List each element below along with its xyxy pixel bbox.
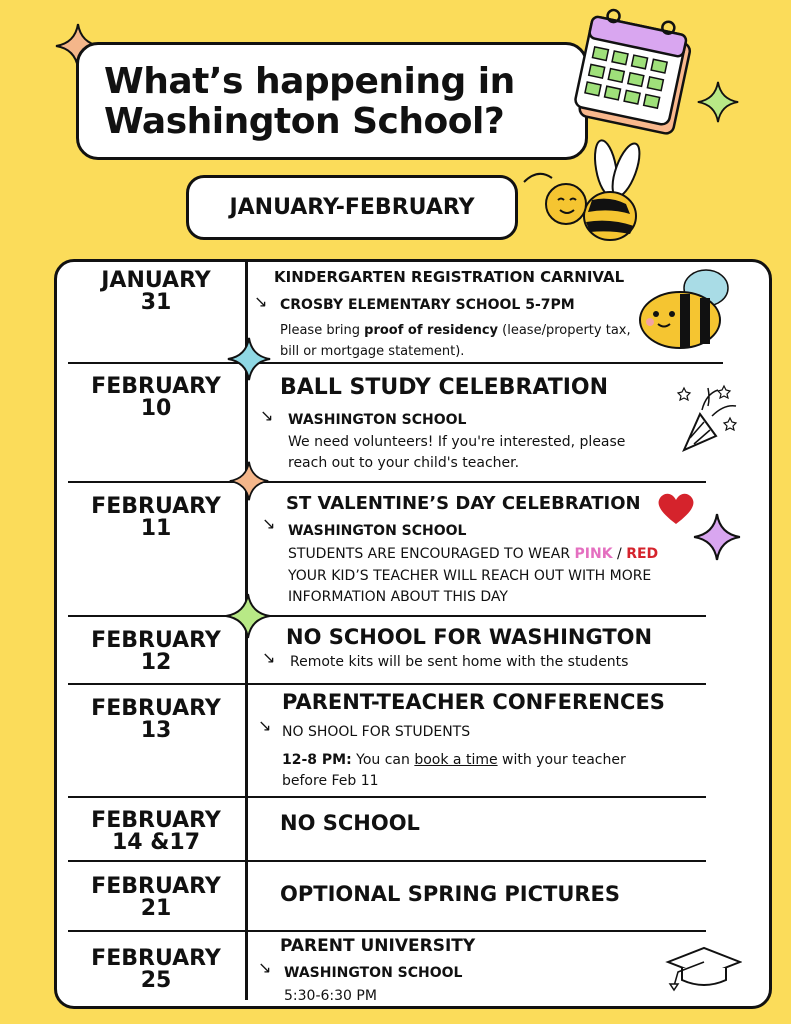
bee-icon [634,262,734,358]
event-date: FEBRUARY 21 [91,874,221,921]
row-divider [68,683,706,685]
row-divider [68,930,706,932]
event-title: PARENT-TEACHER CONFERENCES [282,690,665,714]
party-popper-icon [672,380,742,460]
event-description: STUDENTS ARE ENCOURAGED TO WEAR PINK / RED [288,546,659,562]
event-date: JANUARY 31 [101,268,211,315]
event-description: YOUR KID’S TEACHER WILL REACH OUT WITH MORE INFORMATION ABOUT THIS DAY [288,568,652,605]
event-description: Remote kits will be sent home with the students [290,654,629,670]
event-date: FEBRUARY 25 [91,946,221,993]
arrow-icon: ↘ [262,648,276,667]
event-date: FEBRUARY 11 [91,494,221,541]
row-divider [68,362,723,364]
row-divider [68,796,706,798]
event-description: Please bring proof of residency (lease/property tax, bill or mortgage statement). [280,323,631,359]
event-title: NO SCHOOL [280,811,420,835]
sparkle-icon [692,512,742,562]
arrow-icon: ↘ [258,958,272,977]
arrow-icon: ↘ [260,406,274,425]
event-date: FEBRUARY 12 [91,628,221,675]
event-location: WASHINGTON SCHOOL [288,523,467,539]
event-title: BALL STUDY CELEBRATION [280,375,609,400]
row-divider [68,860,706,862]
heart-icon [656,490,696,526]
event-location: WASHINGTON SCHOOL [284,965,463,981]
event-time: 5:30-6:30 PM [284,988,377,1004]
event-title: OPTIONAL SPRING PICTURES [280,882,621,906]
event-title: NO SCHOOL FOR WASHINGTON [286,625,653,649]
calendar-icon [566,4,706,144]
event-note: NO SHOOL FOR STUDENTS [282,724,471,740]
event-date: FEBRUARY 14 &17 [91,808,221,855]
event-description: We need volunteers! If you're interested, please reach out to your child's teacher. [288,434,626,471]
row-divider [68,615,706,617]
event-title: ST VALENTINE’S DAY CELEBRATION [286,493,641,514]
event-date: FEBRUARY 13 [91,696,221,743]
date-range-subtitle: JANUARY-FEBRUARY [229,195,475,220]
bee-icon [520,138,660,250]
graduation-cap-icon [664,944,742,992]
event-description: 12-8 PM: You can book a time with your teacher before Feb 11 [282,752,626,789]
event-location: CROSBY ELEMENTARY SCHOOL 5-7PM [280,297,575,313]
event-title: KINDERGARTEN REGISTRATION CARNIVAL [274,268,625,286]
page-title: What’s happening in Washington School? [104,61,515,142]
book-a-time-link[interactable]: book a time [414,752,498,768]
row-divider [68,481,706,483]
arrow-icon: ↘ [254,292,268,311]
event-title: PARENT UNIVERSITY [280,936,476,956]
event-location: WASHINGTON SCHOOL [288,412,467,428]
arrow-icon: ↘ [262,514,276,533]
event-date: FEBRUARY 10 [91,374,221,421]
arrow-icon: ↘ [258,716,272,735]
